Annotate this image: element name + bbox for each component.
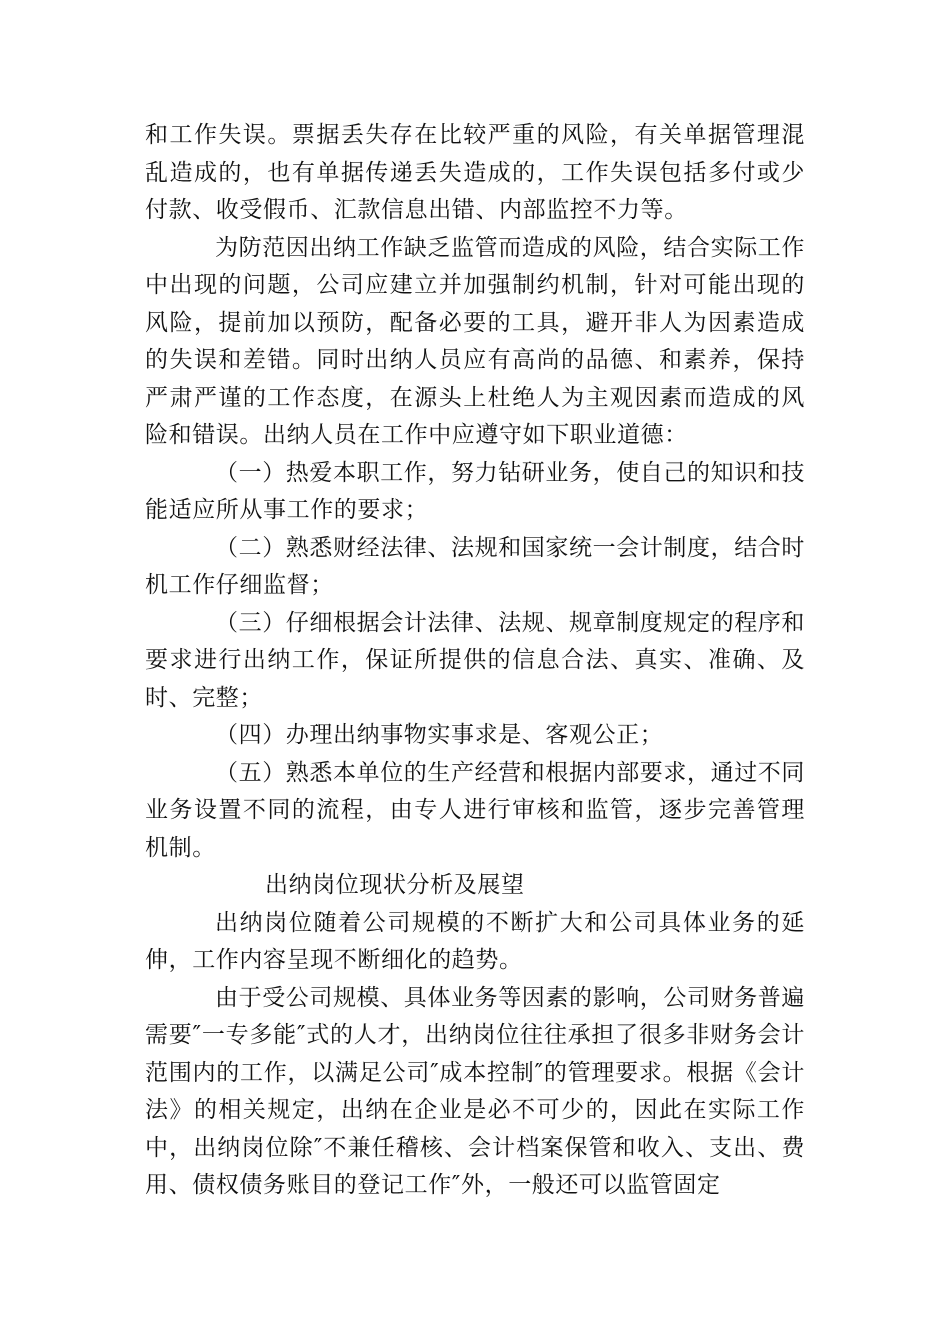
document-body <box>145 117 805 1205</box>
ethics-item-1: （一）热爱本职工作，努力钻研业务，使自己的知识和技能适应所从事工作的要求； <box>145 459 805 523</box>
ethics-item-3: （三）仔细根据会计法律、法规、规章制度规定的程序和要求进行出纳工作，保证所提供的信息合法、真实、准确、及时、完整； <box>145 609 805 711</box>
paragraph-risk-prevention: 为防范因出纳工作缺乏监管而造成的风险，结合实际工作中出现的问题，公司应建立并加强制约机制，针对可能出现的风险，提前加以预防，配备必要的工具，避开非人为因素造成的失误和差错。同时出纳人员应有高尚的品德、和素养，保持严肃严谨的工作态度，在源头上杜绝人为主观因素而造成的风险和错误。出纳人员在工作中应遵守如下职业道德： <box>145 234 805 448</box>
paragraph-risk-summary: 和工作失误。票据丢失存在比较严重的风险，有关单据管理混乱造成的，也有单据传递丢失造成的，工作失误包括多付或少付款、收受假币、汇款信息出错、内部监控不力等。 <box>145 122 805 223</box>
ethics-item-2: （二）熟悉财经法律、法规和国家统一会计制度，结合时机工作仔细监督； <box>145 534 805 598</box>
paragraph-cashier-trend: 出纳岗位随着公司规模的不断扩大和公司具体业务的延伸，工作内容呈现不断细化的趋势。 <box>145 909 805 973</box>
ethics-item-4: （四）办理出纳事物实事求是、客观公正； <box>215 722 664 748</box>
section-heading: 出纳岗位现状分析及展望 <box>265 872 525 898</box>
paragraph-cashier-scope: 由于受公司规模、具体业务等因素的影响，公司财务普遍需要″一专多能″式的人才，出纳岗位往往承担了很多非财务会计范围内的工作，以满足公司″成本控制″的管理要求。根据《会计法》的相关规定，出纳在企业是必不可少的，因此在实际工作中，出纳岗位除″不兼任稽核、会计档案保管和收入、支出、费用、债权债务账目的登记工作″外，一般还可以监管固定 <box>145 984 805 1198</box>
ethics-item-5: （五）熟悉本单位的生产经营和根据内部要求，通过不同业务设置不同的流程，由专人进行审核和监管，逐步完善管理机制。 <box>145 759 805 861</box>
